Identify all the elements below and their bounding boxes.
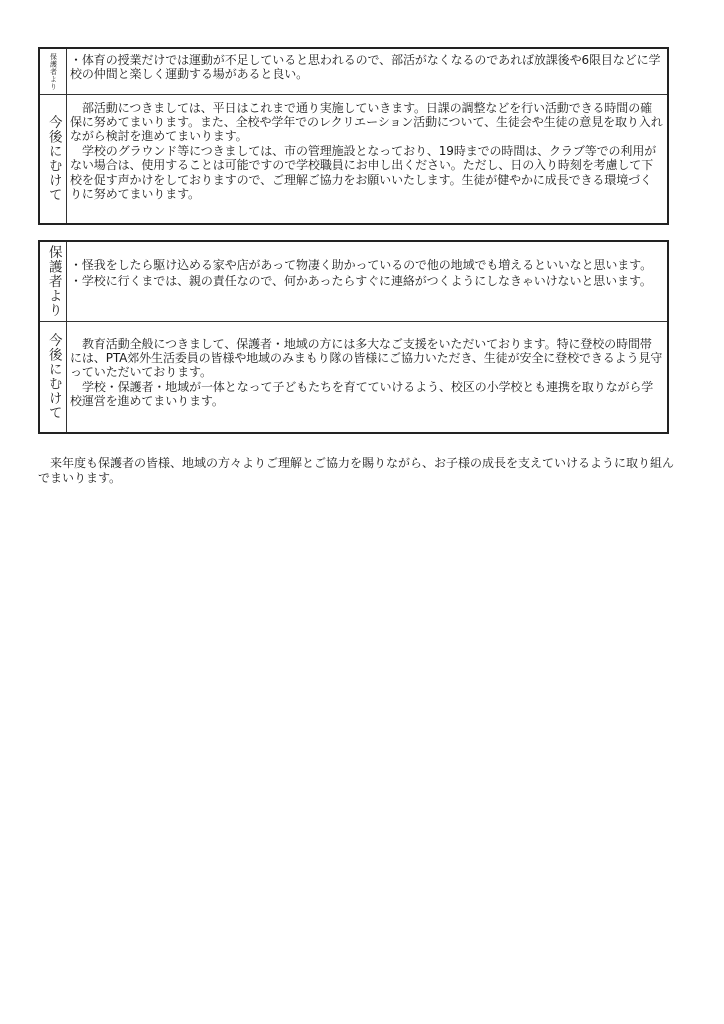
guardian-comment: ・体育の授業だけでは運動が不足していると思われるので、部活がなくなるのであれば放課後や6限目などに学校の仲間と楽しく運動する場があると良い。 — [70, 53, 661, 82]
future-paragraph: 部活動につきましては、平日はこれまで通り実施していきます。日課の調整などを行い活動できる時間の確保に努めてまいります。また、全校や学年でのレクリエーション活動について、生徒会や生徒の意見を取り入れながら検討を進めてまいります。 — [70, 100, 663, 144]
feedback-table-physical-activity — [38, 47, 669, 225]
future-paragraph: 教育活動全般につきまして、保護者・地域の方には多大なご支援をいただいております。特に登校の時間帯には、PTA郊外生活委員の皆様や地域のみまもり隊の皆様にご協力いただき、生徒が安全に登校できるよう見守っていただいております。 — [70, 336, 663, 380]
future-response-cell — [67, 94, 669, 224]
future-label-cell — [39, 94, 67, 224]
future-row — [39, 321, 668, 433]
future-paragraph: 学校・保護者・地域が一体となって子どもたちを育てていけるよう、校区の小学校とも連携を取りながら学校運営を進めてまいります。 — [70, 379, 654, 409]
future-label: 今後にむけて — [45, 115, 62, 203]
future-label: 今後にむけて — [45, 333, 62, 421]
guardian-comment: ・怪我をしたら駆け込める家や店があって物凄く助かっているので他の地域でも増えるといいなと思います。 — [70, 258, 653, 272]
guardian-row — [39, 241, 668, 321]
guardian-comment: ・学校に行くまでは、親の責任なので、何かあったらすぐに連絡がつくようにしなきゃいけないと思います。 — [70, 274, 652, 288]
future-label-cell — [39, 321, 67, 433]
guardian-comment-cell — [67, 48, 669, 94]
guardian-label-cell — [39, 241, 67, 321]
guardian-label-cell — [39, 48, 67, 94]
guardian-label: 保護者より — [45, 245, 62, 318]
guardian-row — [39, 48, 668, 94]
guardian-comment-cell — [67, 241, 669, 321]
future-paragraph: 学校のグラウンド等につきましては、市の管理施設となっており、19時までの時間は、クラブ等での利用がない場合は、使用することは可能ですので学校職員にお申し出ください。ただし、日の入り時刻を考慮して下校を促す声かけをしておりますので、ご理解ご協力をお願いいたします。生徒が健やかに成長できる環境づくりに努めてまいります。 — [70, 143, 657, 201]
guardian-label: 保護者より — [49, 52, 58, 90]
closing-paragraph: 来年度も保護者の皆様、地域の方々よりご理解とご協力を賜りながら、お子様の成長を支えていけるように取り組んでまいります。 — [38, 456, 675, 485]
feedback-table-community-safety — [38, 240, 669, 434]
future-response-cell — [67, 321, 669, 433]
future-row — [39, 94, 668, 224]
